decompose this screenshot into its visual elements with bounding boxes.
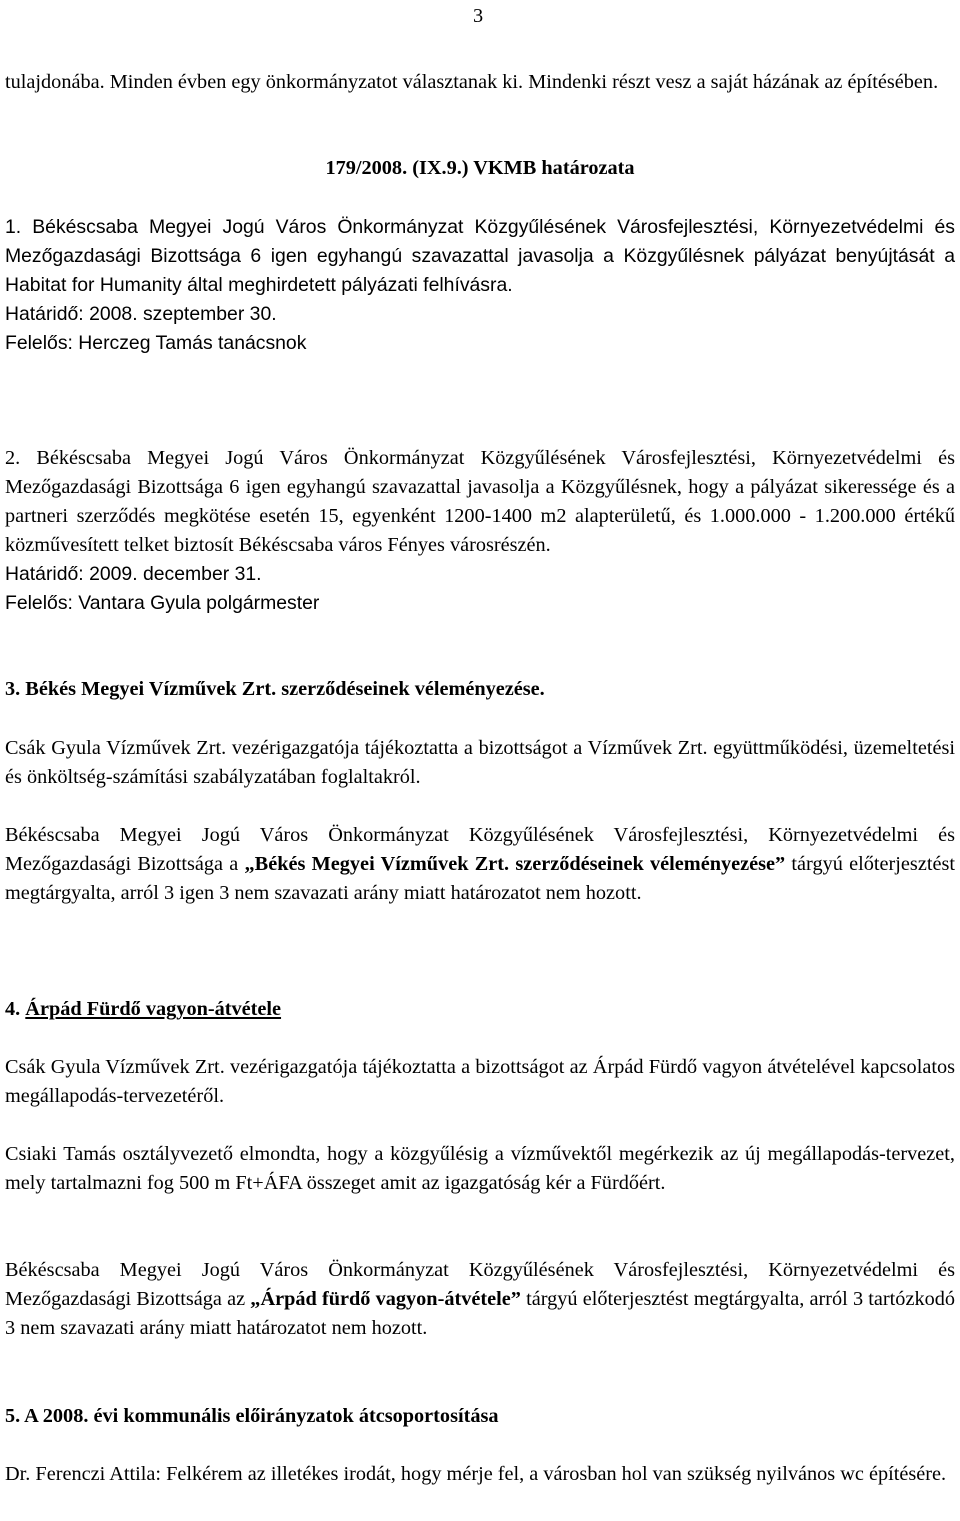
section-5-title: A 2008. évi kommunális előirányzatok átcsoportosítása [24, 1405, 499, 1427]
section-3-paragraph-1: Csák Gyula Vízművek Zrt. vezérigazgatója tájékoztatta a bizottságot a Vízművek Zrt. együttműködési, üzemeltetési és önköltség-számítási szabályzatában foglaltakról. [5, 737, 955, 788]
section-4-title: Árpád Fürdő vagyon-átvétele [25, 998, 282, 1020]
item2-responsible: Felelős: Vantara Gyula polgármester [5, 592, 320, 614]
section-3-title: Békés Megyei Vízművek Zrt. szerződéseinek véleményezése. [25, 678, 545, 700]
resolution-item-1 [5, 213, 955, 358]
section-3-heading [5, 675, 955, 704]
item1-text: 1. Békéscsaba Megyei Jogú Város Önkormányzat Közgyűlésének Városfejlesztési, Környezetvédelmi és Mezőgazdasági Bizottsága 6 igen egyhangú szavazattal javasolja a Közgyűlésnek pályázat benyújtását a Habitat for Humanity által meghirdetett pályázati felhívásra. [5, 216, 955, 296]
section-3-p2-text: Békéscsaba Megyei Jogú Város Önkormányzat Közgyűlésének Városfejlesztési, Környezetvédelmi és Mezőgazdasági Bizottsága a [5, 824, 955, 875]
section-5-heading [5, 1402, 955, 1431]
resolution-item-2 [5, 444, 955, 618]
section-5-number: 5. [5, 1405, 21, 1427]
section-4-p3-text-end: tárgyú előterjesztést megtárgyalta, arról 3 tartózkodó 3 nem szavazati arány miatt határozatot nem hozott. [5, 1288, 956, 1339]
section-3-p2-quoted-title: „Békés Megyei Vízművek Zrt. szerződéseinek véleményezése” [244, 853, 786, 875]
section-3-paragraph-2 [5, 821, 955, 908]
section-3-number: 3. [5, 678, 21, 700]
section-5-paragraph-1: Dr. Ferenczi Attila: Felkérem az illetékes irodát, hogy mérje fel, a városban hol van szükség nyilvános wc építésére. [5, 1463, 947, 1485]
intro-paragraph: tulajdonába. Minden évben egy önkormányzatot választanak ki. Mindenki részt vesz a saját házának az építésében. [5, 71, 939, 93]
page-number: 3 [473, 5, 484, 27]
section-4-paragraph-2: Csiaki Tamás osztályvezető elmondta, hogy a közgyűlésig a vízművektől megérkezik az új megállapodás-tervezet, mely tartalmazni fog 500 m Ft+ÁFA összeget amit az igazgatóság kér a Fürdőért. [5, 1143, 955, 1194]
section-4-heading [5, 995, 955, 1024]
item2-text: 2. Békéscsaba Megyei Jogú Város Önkormányzat Közgyűlésének Városfejlesztési, Környezetvédelmi és Mezőgazdasági Bizottsága 6 igen egyhangú szavazattal javasolja a Közgyűlésnek, hogy a pályázat sikeressége és a partneri szerződés megkötése esetén 15, egyenként 1200-1400 m2 alapterületű, és 1.000.000 - 1.200.000 értékű közművesített telket biztosít Békéscsaba város Fényes városrészén. [5, 447, 955, 556]
section-4-number: 4. [5, 998, 21, 1020]
resolution-title: 179/2008. (IX.9.) VKMB határozata [325, 157, 635, 179]
section-4-p3-quoted-title: „Árpád fürdő vagyon-átvétele” [250, 1288, 521, 1310]
section-4-paragraph-1: Csák Gyula Vízművek Zrt. vezérigazgatója tájékoztatta a bizottságot az Árpád Fürdő vagyon átvételével kapcsolatos megállapodás-tervezetéről. [5, 1056, 955, 1107]
section-4-paragraph-3 [5, 1256, 955, 1343]
item1-deadline: Határidő: 2008. szeptember 30. [5, 303, 277, 325]
item1-responsible: Felelős: Herczeg Tamás tanácsnok [5, 332, 307, 354]
section-3-p2-text-end: tárgyú előterjesztést megtárgyalta, arról 3 igen 3 nem szavazati arány miatt határozatot nem hozott. [5, 853, 955, 904]
item2-deadline: Határidő: 2009. december 31. [5, 563, 262, 585]
section-4-p3-text: Békéscsaba Megyei Jogú Város Önkormányzat Közgyűlésének Városfejlesztési, Környezetvédelmi és Mezőgazdasági Bizottsága az [5, 1259, 955, 1310]
